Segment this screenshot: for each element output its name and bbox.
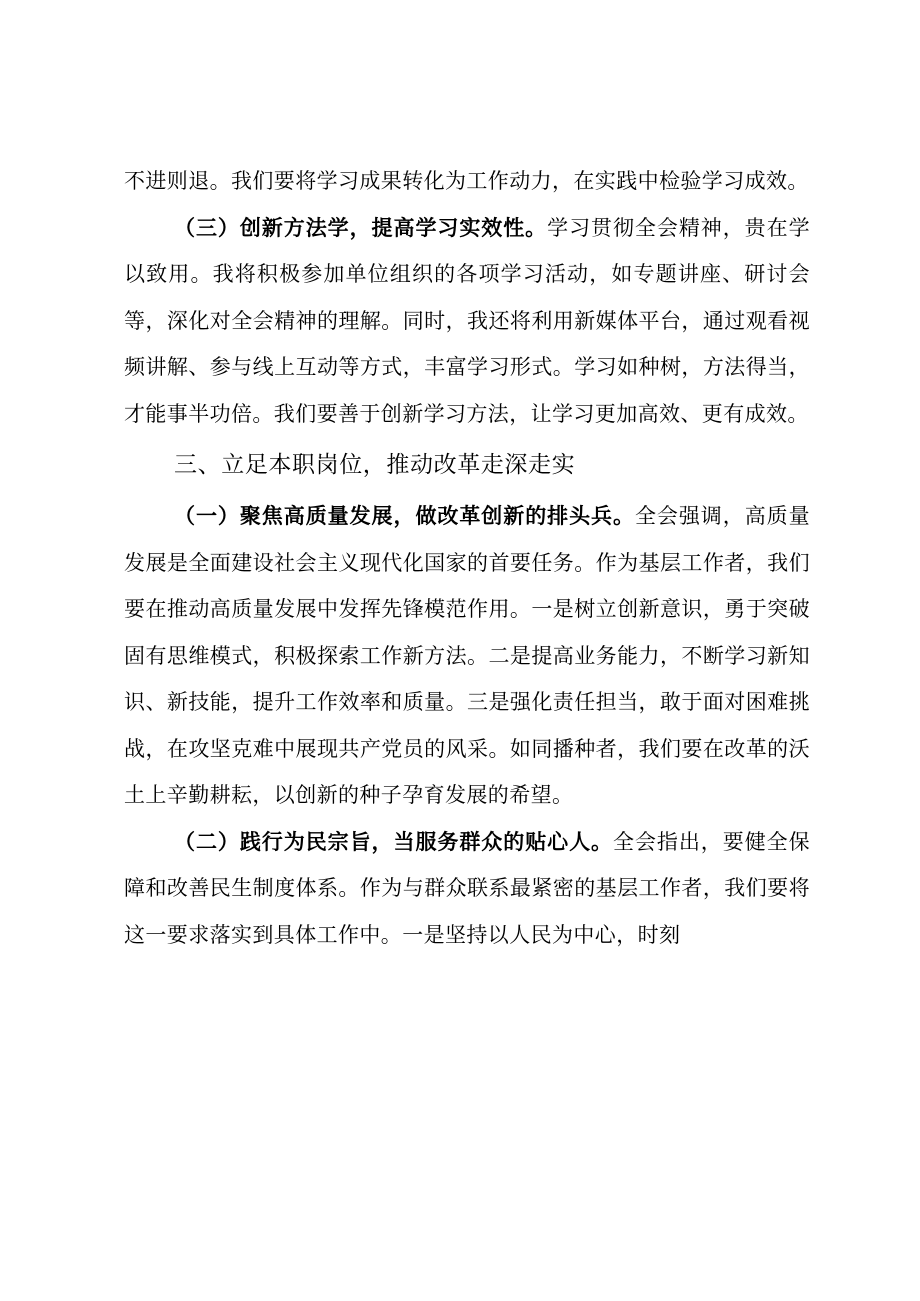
paragraph-lead-innovate-methods: （三）创新方法学，提高学习实效性。: [174, 214, 548, 240]
paragraph-continued-text: 不进则退。我们要将学习成果转化为工作动力，在实践中检验学习成效。: [124, 169, 809, 193]
paragraph-serve-people: [124, 819, 810, 959]
paragraph-lead-high-quality-development: （一）聚焦高质量发展，做改革创新的排头兵。: [174, 503, 635, 528]
paragraph-lead-serve-people: （二）践行为民宗旨，当服务群众的贴心人。: [174, 828, 613, 854]
paragraph-body-innovate-methods: 学习贯彻全会精神，贵在学以致用。我将积极参加单位组织的各项学习活动，如专题讲座、研讨会等，深化对全会精神的理解。同时，我还将利用新媒体平台，通过观看视频讲解、参与线上互动等方式，丰富学习形式。学习如种树，方法得当，才能事半功倍。我们要善于创新学习方法，让学习更加高效、更有成效。: [124, 215, 810, 426]
paragraph-high-quality-development: [124, 493, 810, 819]
paragraph-continued: [124, 158, 810, 205]
paragraph-body-high-quality-development: 全会强调，高质量发展是全面建设社会主义现代化国家的首要任务。作为基层工作者，我们要在推动高质量发展中发挥先锋模范作用。一是树立创新意识，勇于突破固有思维模式，积极探索工作新方法。二是提高业务能力，不断学习新知识、新技能，提升工作效率和质量。三是强化责任担当，敢于面对困难挑战，在攻坚克难中展现共产党员的风采。如同播种者，我们要在改革的沃土上辛勤耕耘，以创新的种子孕育发展的希望。: [124, 504, 811, 807]
paragraph-innovate-methods: [124, 205, 810, 438]
document-page: [124, 158, 810, 958]
section-heading-reform: 三、立足本职岗位，推动改革走深走实: [174, 452, 576, 478]
paragraph-body-serve-people: 全会指出，要健全保障和改善民生制度体系。作为与群众联系最紧密的基层工作者，我们要将这一要求落实到具体工作中。一是坚持以人民为中心，时刻: [124, 829, 810, 947]
